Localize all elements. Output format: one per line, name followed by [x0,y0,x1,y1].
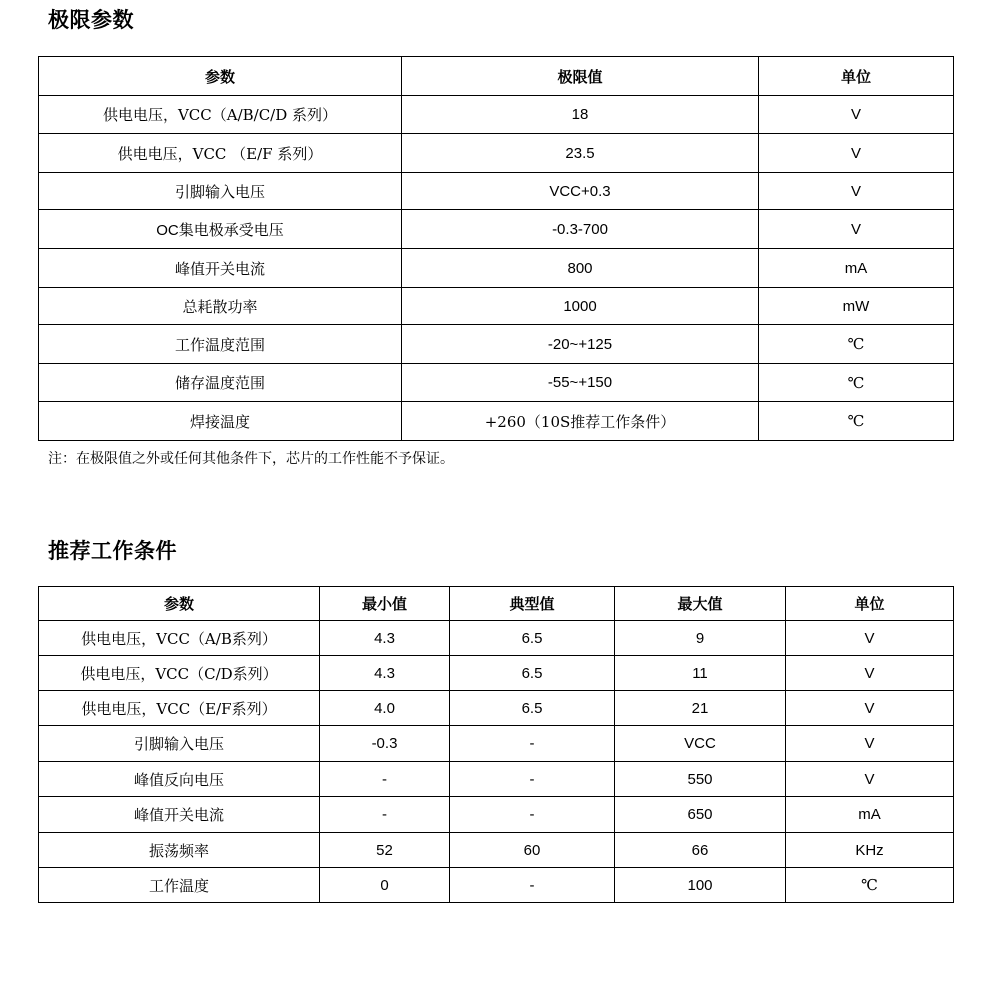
column-header: 参数 [39,587,320,621]
table-cell: - [450,762,615,797]
table-row [39,173,954,210]
table-cell: V [786,691,954,726]
table-cell: V [759,134,954,173]
table-cell: 峰值开关电流 [39,797,320,833]
table-cell: ℃ [759,364,954,402]
table-cell: VCC [615,726,786,762]
table-row [39,402,954,441]
table-row [39,134,954,173]
table-cell: mW [759,288,954,325]
column-header: 参数 [39,57,402,96]
table-cell: 工作温度范围 [39,325,402,364]
column-header: 最小值 [320,587,450,621]
table-cell: 供电电压，VCC（A/B系列） [39,621,320,656]
table-cell: 工作温度 [39,868,320,903]
column-header: 典型值 [450,587,615,621]
table-row [39,364,954,402]
table-cell: 引脚输入电压 [39,173,402,210]
table-row [39,621,954,656]
table-cell: 60 [450,833,615,868]
table-cell: - [450,797,615,833]
table-cell: 550 [615,762,786,797]
table-cell: 供电电压，VCC（C/D系列） [39,656,320,691]
column-header: 单位 [786,587,954,621]
table-row [39,691,954,726]
table-row [39,797,954,833]
table-cell: KHz [786,833,954,868]
section-title-absolute-max: 极限参数 [48,8,134,32]
table-row [39,833,954,868]
table-cell: - [320,797,450,833]
table-cell: 6.5 [450,621,615,656]
table-cell: 总耗散功率 [39,288,402,325]
column-header: 单位 [759,57,954,96]
table-cell: 供电电压，VCC （E/F 系列） [39,134,402,173]
column-header: 最大值 [615,587,786,621]
table-row [39,762,954,797]
table-cell: VCC+0.3 [402,173,759,210]
table-cell: 4.3 [320,656,450,691]
table-cell: 100 [615,868,786,903]
table-cell: 0 [320,868,450,903]
table-cell: 6.5 [450,691,615,726]
table-row [39,249,954,288]
table-cell: V [759,173,954,210]
recommended-conditions-table [38,586,954,903]
table-cell: mA [759,249,954,288]
table-row [39,868,954,903]
table-cell: ℃ [786,868,954,903]
table-cell: 6.5 [450,656,615,691]
table-row [39,726,954,762]
table-cell: 66 [615,833,786,868]
table-row [39,210,954,249]
table-cell: 供电电压，VCC（E/F系列） [39,691,320,726]
table-cell: +260（10S推荐工作条件） [402,402,759,441]
table-cell: V [786,621,954,656]
table-cell: ℃ [759,325,954,364]
table-cell: 21 [615,691,786,726]
table-cell: - [320,762,450,797]
table-row [39,325,954,364]
table-cell: ℃ [759,402,954,441]
table-cell: V [786,726,954,762]
table-cell: 4.0 [320,691,450,726]
table-cell: - [450,868,615,903]
table-cell: -55~+150 [402,364,759,402]
table-cell: 供电电压，VCC（A/B/C/D 系列） [39,96,402,134]
table-cell: 振荡频率 [39,833,320,868]
table-cell: 52 [320,833,450,868]
table-cell: V [759,96,954,134]
table-header-row [39,57,954,96]
footnote: 注：在极限值之外或任何其他条件下，芯片的工作性能不予保证。 [48,451,454,467]
table-cell: 9 [615,621,786,656]
table-cell: 1000 [402,288,759,325]
column-header: 极限值 [402,57,759,96]
table-row [39,656,954,691]
table-row [39,288,954,325]
table-cell: 峰值开关电流 [39,249,402,288]
table-header-row [39,587,954,621]
table-cell: 18 [402,96,759,134]
table-cell: 引脚输入电压 [39,726,320,762]
table-cell: -20~+125 [402,325,759,364]
table-cell: 储存温度范围 [39,364,402,402]
table-cell: 峰值反向电压 [39,762,320,797]
table-cell: V [759,210,954,249]
table-cell: -0.3 [320,726,450,762]
table-cell: 800 [402,249,759,288]
table-cell: V [786,656,954,691]
section-title-recommended: 推荐工作条件 [48,539,177,563]
table-cell: V [786,762,954,797]
table-cell: 650 [615,797,786,833]
table-row [39,96,954,134]
table-cell: mA [786,797,954,833]
table-cell: 焊接温度 [39,402,402,441]
table-cell: 11 [615,656,786,691]
table-cell: - [450,726,615,762]
table-cell: 4.3 [320,621,450,656]
absolute-max-table [38,56,954,441]
table-cell: -0.3-700 [402,210,759,249]
table-cell: 23.5 [402,134,759,173]
table-cell: OC集电极承受电压 [39,210,402,249]
